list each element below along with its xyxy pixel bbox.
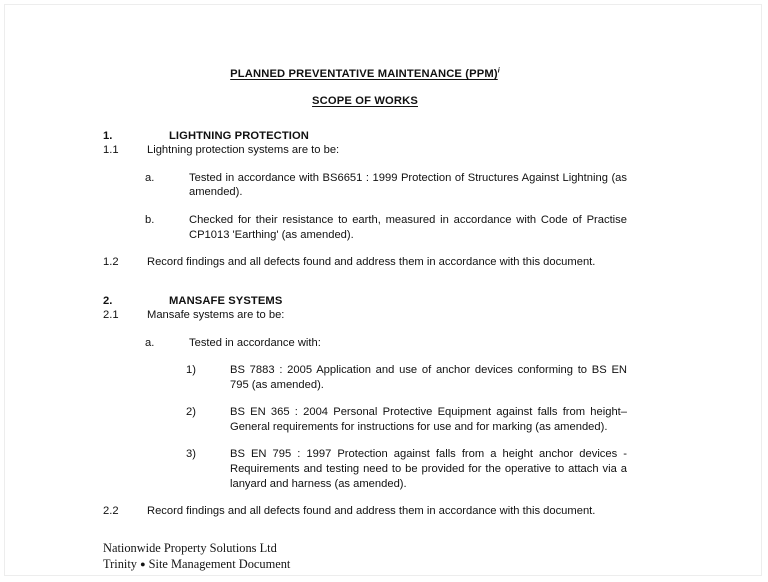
sub-item-label-1: 1) bbox=[186, 364, 196, 377]
clause-1-1 bbox=[103, 143, 627, 158]
section-number-1: 1. bbox=[103, 130, 113, 142]
item-text-2-1-a: Tested in accordance with: bbox=[189, 336, 321, 349]
clause-text-2-1: Mansafe systems are to be: bbox=[147, 309, 285, 322]
document-title-footnote-marker: i bbox=[497, 67, 500, 75]
document-content bbox=[103, 67, 627, 572]
item-label-2-1-a: a. bbox=[145, 336, 155, 349]
clause-2-1-a-sub-3 bbox=[186, 447, 627, 491]
document-title bbox=[103, 67, 627, 81]
footer-document-label bbox=[103, 556, 627, 572]
clause-2-1-a-sub-1 bbox=[186, 363, 627, 392]
clause-2-1 bbox=[103, 308, 627, 323]
clause-text-2-2: Record findings and all defects found and address them in accordance with this document. bbox=[147, 505, 596, 518]
clause-2-2 bbox=[103, 504, 627, 519]
clause-number-2-1: 2.1 bbox=[103, 309, 119, 322]
clause-text-1-1: Lightning protection systems are to be: bbox=[147, 144, 340, 157]
document-page bbox=[4, 4, 762, 576]
sub-item-label-2: 2) bbox=[186, 406, 196, 419]
spacer bbox=[103, 491, 627, 504]
sub-item-text-1: BS 7883 : 2005 Application and use of anchor devices conforming to BS EN 795 (as amended). bbox=[230, 364, 627, 391]
document-subtitle: SCOPE OF WORKS bbox=[312, 95, 418, 107]
footer-company-name: Nationwide Property Solutions Ltd bbox=[103, 540, 277, 555]
footer-brand-prefix: Trinity bbox=[103, 556, 141, 571]
section-title-1: LIGHTNING PROTECTION bbox=[169, 130, 309, 142]
sub-item-text-2: BS EN 365 : 2004 Personal Protective Equipment against falls from height–General requirements for instructions for use and for marking (as amended). bbox=[230, 406, 627, 433]
clause-2-1-a-sub-2 bbox=[186, 405, 627, 434]
spacer bbox=[103, 242, 627, 255]
item-label-1-1-a: a. bbox=[145, 171, 155, 184]
section-title-2: MANSAFE SYSTEMS bbox=[169, 294, 283, 307]
document-title-text: PLANNED PREVENTATIVE MAINTENANCE (PPM) bbox=[230, 68, 498, 80]
clause-number-2-2: 2.2 bbox=[103, 505, 119, 518]
clause-number-1-2: 1.2 bbox=[103, 256, 119, 269]
clause-text-1-2: Record findings and all defects found and address them in accordance with this document. bbox=[147, 256, 596, 269]
section-number-2: 2. bbox=[103, 294, 113, 307]
clause-number-1-1: 1.1 bbox=[103, 144, 119, 157]
clause-1-2 bbox=[103, 255, 627, 270]
spacer bbox=[103, 270, 627, 294]
sub-item-text-3: BS EN 795 : 1997 Protection against falls from a height anchor devices - Requirements and testing need to be provided for the operative to attach via a lanyard and harness (as amended). bbox=[230, 448, 627, 490]
clause-2-1-item-a bbox=[145, 336, 627, 351]
sub-item-label-3: 3) bbox=[186, 448, 196, 461]
clause-1-1-item-a bbox=[145, 171, 627, 200]
section-heading-1 bbox=[103, 129, 627, 143]
item-label-1-1-b: b. bbox=[145, 214, 155, 227]
section-heading-2 bbox=[103, 294, 627, 308]
footer-brand-suffix: Site Management Document bbox=[145, 556, 291, 571]
clause-1-1-item-b bbox=[145, 213, 627, 242]
item-text-1-1-b: Checked for their resistance to earth, measured in accordance with Code of Practise CP1013 'Earthing' (as amended). bbox=[189, 214, 627, 241]
item-text-1-1-a: Tested in accordance with BS6651 : 1999 Protection of Structures Against Lightning (as amended). bbox=[189, 171, 627, 199]
bullet-icon: ● bbox=[140, 558, 146, 569]
document-footer bbox=[103, 540, 627, 572]
